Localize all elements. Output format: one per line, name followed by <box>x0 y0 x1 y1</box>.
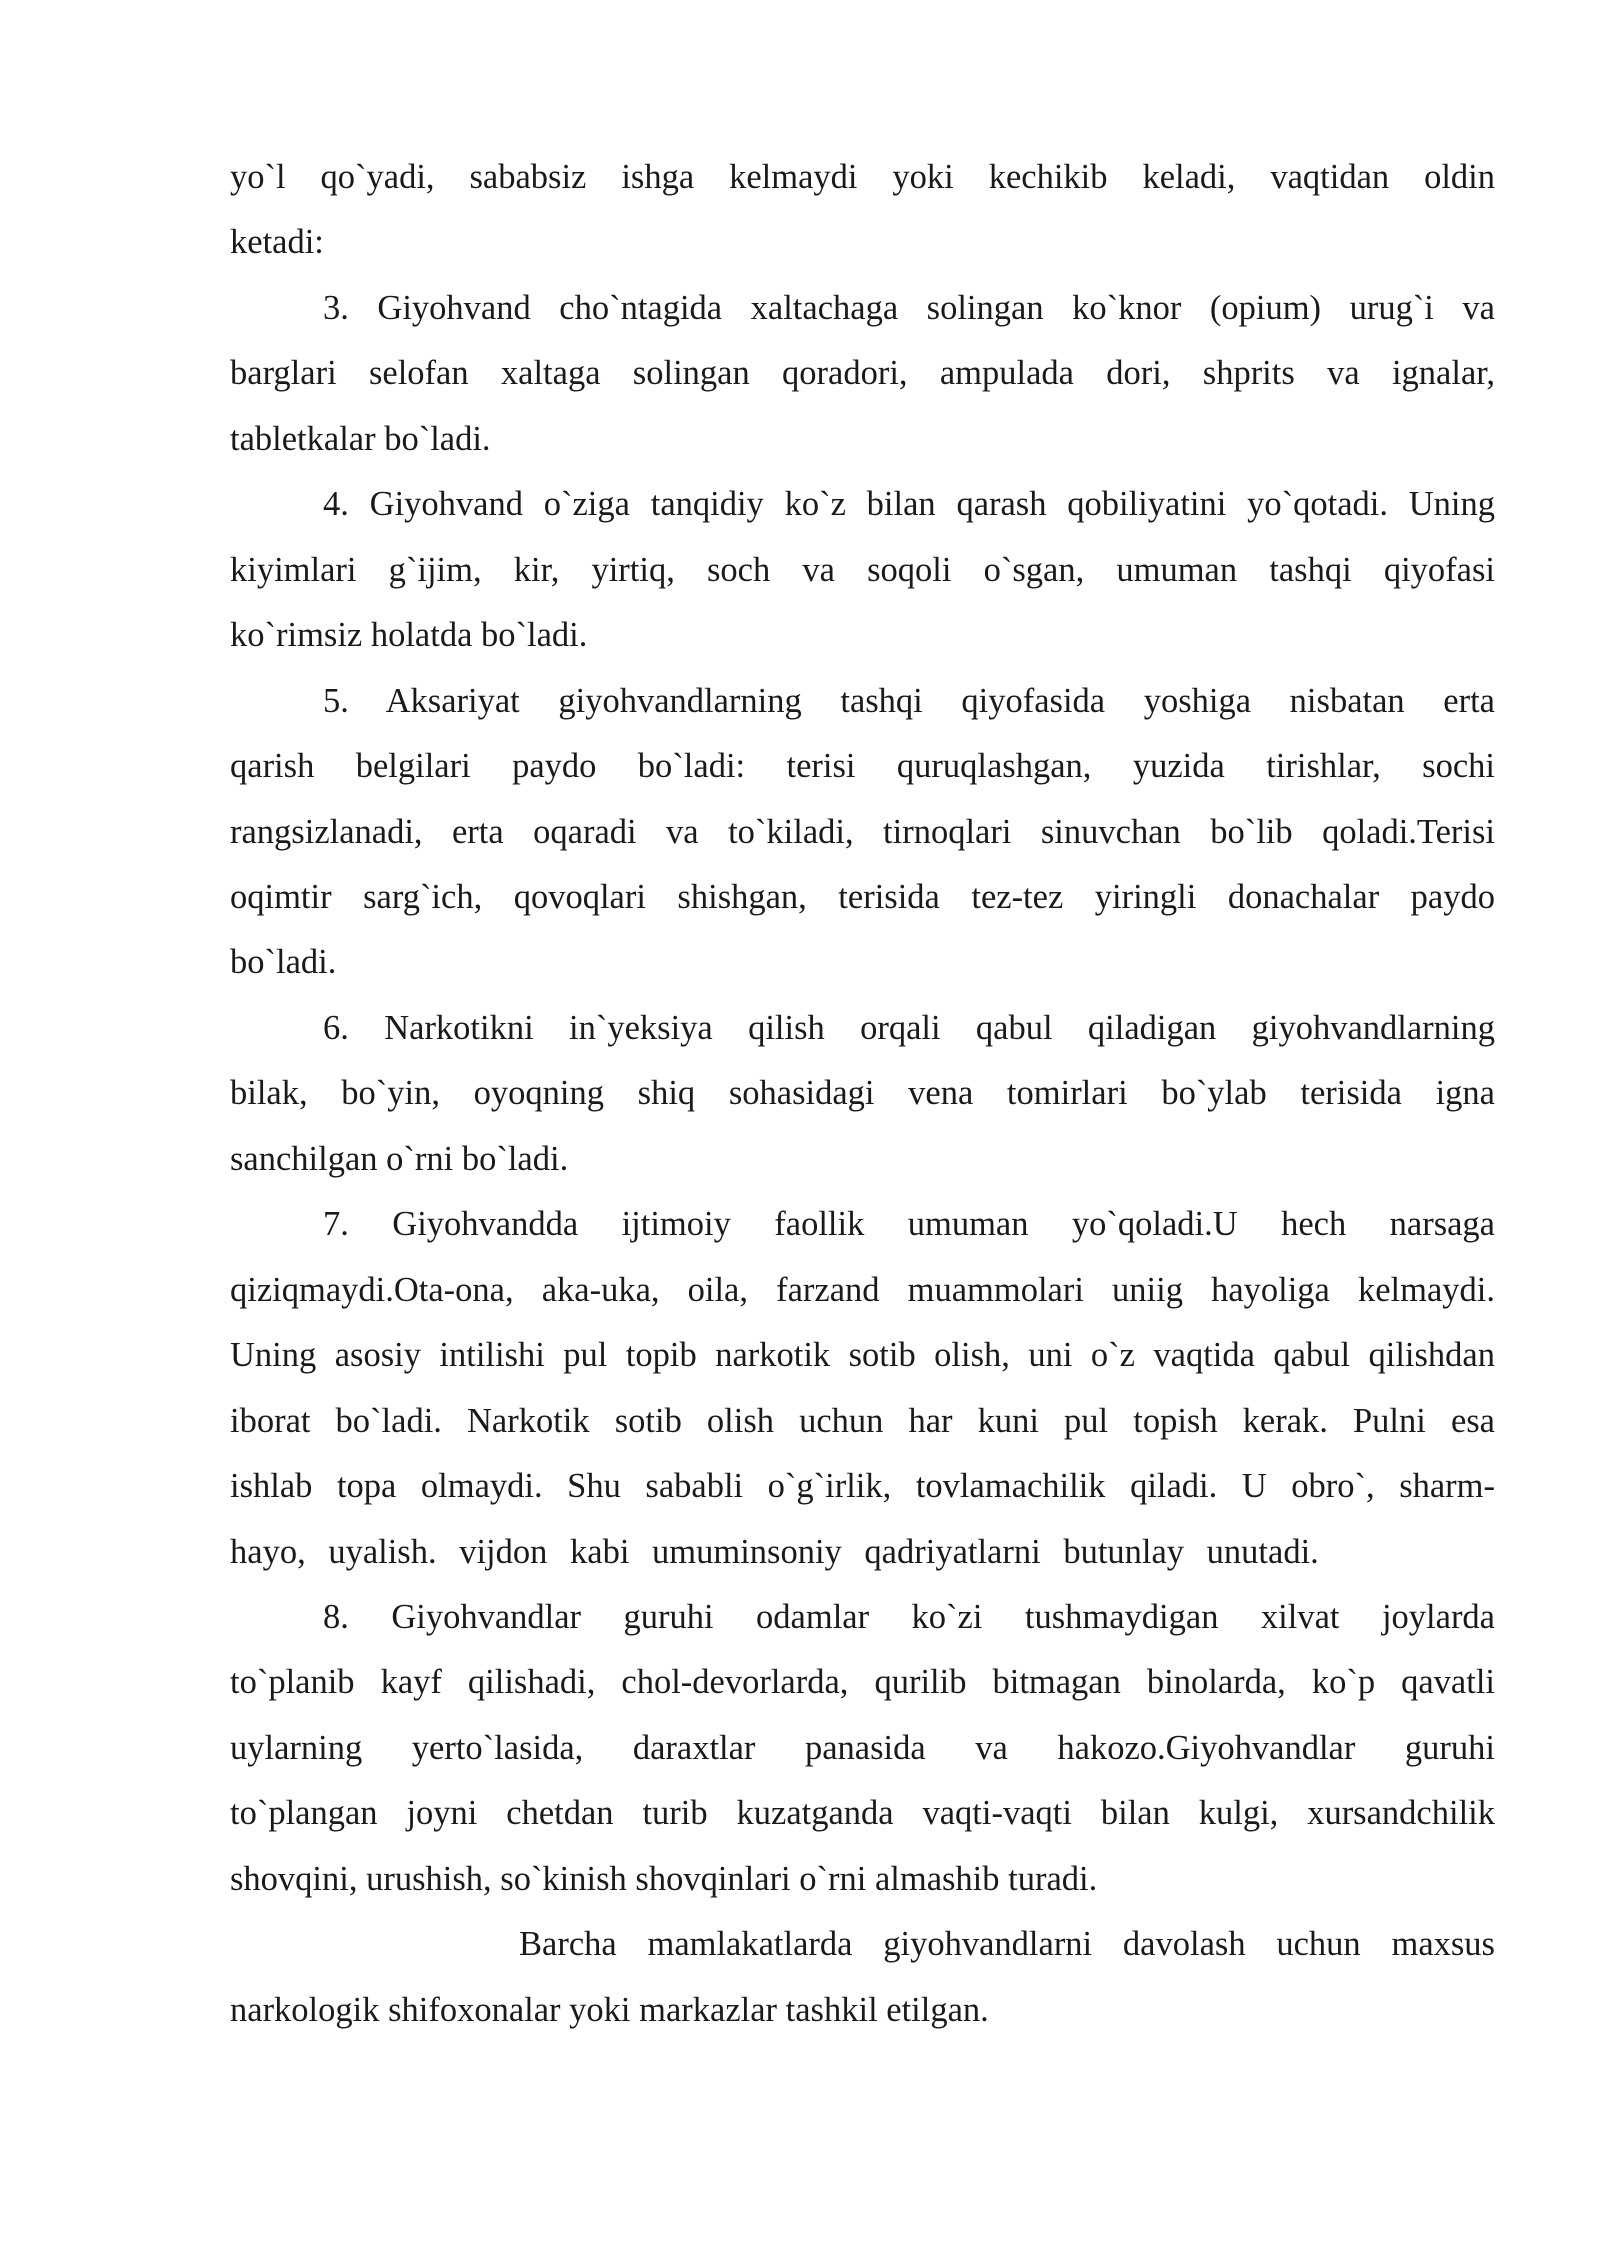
paragraph-line: Barcha mamlakatlarda giyohvandlarni davolash uchun maxsus <box>519 1925 1495 1963</box>
paragraph-line: barglari selofan xaltaga solingan qoradori, ampulada dori, shprits va ignalar, <box>230 354 1495 392</box>
paragraph-line: iborat bo`ladi. Narkotik sotib olish uchun har kuni pul topish kerak. Pulni esa <box>230 1402 1495 1440</box>
paragraph-line: sanchilgan o`rni bo`ladi. <box>230 1140 569 1178</box>
paragraph-line: to`planib kayf qilishadi, chol-devorlarda, qurilib bitmagan binolarda, ko`p qavatli <box>230 1663 1495 1701</box>
paragraph-line: 8. Giyohvandlar guruhi odamlar ko`zi tushmaydigan xilvat joylarda <box>323 1598 1495 1636</box>
paragraph-line: 4. Giyohvand o`ziga tanqidiy ko`z bilan qarash qobiliyatini yo`qotadi. Uning <box>323 485 1495 523</box>
paragraph-line: yo`l qo`yadi, sababsiz ishga kelmaydi yoki kechikib keladi, vaqtidan oldin <box>230 158 1495 196</box>
paragraph-line: rangsizlanadi, erta oqaradi va to`kiladi, tirnoqlari sinuvchan bo`lib qoladi.Terisi <box>230 813 1495 851</box>
paragraph-line: bilak, bo`yin, oyoqning shiq sohasidagi vena tomirlari bo`ylab terisida igna <box>230 1074 1495 1112</box>
paragraph-line: qiziqmaydi.Ota-ona, aka-uka, oila, farzand muammolari uniig hayoliga kelmaydi. <box>230 1271 1495 1309</box>
paragraph-line: 7. Giyohvandda ijtimoiy faollik umuman yo`qoladi.U hech narsaga <box>323 1205 1495 1243</box>
paragraph-line: to`plangan joyni chetdan turib kuzatganda vaqti-vaqti bilan kulgi, xursandchilik <box>230 1794 1495 1832</box>
paragraph-line: qarish belgilari paydo bo`ladi: terisi quruqlashgan, yuzida tirishlar, sochi <box>230 747 1495 785</box>
paragraph-line: ketadi: <box>230 223 324 261</box>
paragraph-line: uylarning yerto`lasida, daraxtlar panasida va hakozo.Giyohvandlar guruhi <box>230 1729 1495 1767</box>
paragraph-line: kiyimlari g`ijim, kir, yirtiq, soch va soqoli o`sgan, umuman tashqi qiyofasi <box>230 551 1495 589</box>
paragraph-line: ishlab topa olmaydi. Shu sababli o`g`irlik, tovlamachilik qiladi. U obro`, sharm- <box>230 1467 1495 1505</box>
paragraph-line: ko`rimsiz holatda bo`ladi. <box>230 616 588 654</box>
paragraph-line: 3. Giyohvand cho`ntagida xaltachaga solingan ko`knor (opium) urug`i va <box>323 289 1495 327</box>
paragraph-line: shovqini, urushish, so`kinish shovqinlari o`rni almashib turadi. <box>230 1860 1098 1898</box>
paragraph-line: hayo, uyalish. vijdon kabi umuminsoniy qadriyatlarni butunlay unutadi. <box>230 1533 1319 1571</box>
paragraph-line: tabletkalar bo`ladi. <box>230 420 491 458</box>
paragraph-line: Uning asosiy intilishi pul topib narkotik sotib olish, uni o`z vaqtida qabul qilishdan <box>230 1336 1495 1374</box>
paragraph-line: narkologik shifoxonalar yoki markazlar tashkil etilgan. <box>230 1991 989 2029</box>
paragraph-line: bo`ladi. <box>230 943 337 981</box>
paragraph-line: oqimtir sarg`ich, qovoqlari shishgan, terisida tez-tez yiringli donachalar paydo <box>230 878 1495 916</box>
paragraph-line: 5. Aksariyat giyohvandlarning tashqi qiyofasida yoshiga nisbatan erta <box>323 682 1495 720</box>
paragraph-line: 6. Narkotikni in`yeksiya qilish orqali qabul qiladigan giyohvandlarning <box>323 1009 1495 1047</box>
